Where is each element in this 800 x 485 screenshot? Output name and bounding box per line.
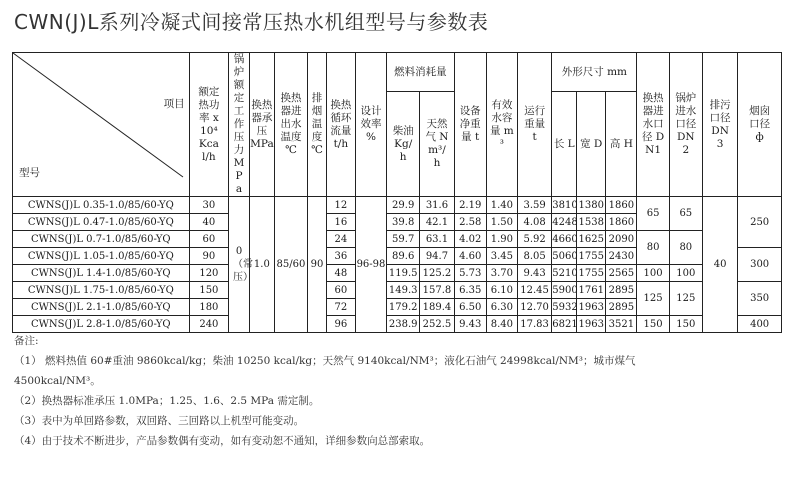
width-cell: 1761 [577,282,606,299]
col-hx-pressure: 换热器承压 MPa [249,53,274,197]
chimney-cell: 400 [738,316,782,333]
gas-cell: 63.1 [420,231,454,248]
water-cell: 3.70 [486,265,517,282]
notes-heading: 备注: [14,335,39,347]
col-diesel: 柴油 Kg/h [387,92,420,197]
diesel-cell: 179.2 [387,299,420,316]
gas-cell: 125.2 [420,265,454,282]
diesel-cell: 89.6 [387,248,420,265]
note-1-continued: 4500kcal/NM³。 [14,375,101,387]
run-weight-cell: 12.45 [517,282,551,299]
boiler-pressure-cell: 0（常压） [229,197,250,333]
chimney-cell: 250 [738,197,782,248]
col-length: 长 L [552,92,577,197]
net-weight-cell: 2.58 [454,214,486,231]
length-cell: 4660 [552,231,577,248]
length-cell: 3810 [552,197,577,214]
hx-inlet-cell: 80 [637,231,669,265]
height-cell: 2430 [606,248,637,265]
length-cell: 5060 [552,248,577,265]
hx-inlet-cell: 150 [637,316,669,333]
model-cell: CWNS(J)L 2.8-1.0/85/60-YQ [13,316,190,333]
corner-header [13,53,190,197]
length-cell: 4248 [552,214,577,231]
col-width: 宽 D [577,92,606,197]
col-hx-temp: 换热器进出水温度 ℃ [274,53,307,197]
length-cell: 5210 [552,265,577,282]
net-weight-cell: 5.73 [454,265,486,282]
table-row [13,231,782,248]
hx-pressure-cell: 1.0 [249,197,274,333]
col-drain: 排污口径 DN3 [702,53,737,197]
height-cell: 1860 [606,197,637,214]
diesel-cell: 149.3 [387,282,420,299]
run-weight-cell: 5.92 [517,231,551,248]
col-gas: 天然气 Nm³/h [420,92,454,197]
model-cell: CWNS(J)L 0.35-1.0/85/60-YQ [13,197,190,214]
boiler-inlet-cell: 150 [669,316,702,333]
run-weight-cell: 17.83 [517,316,551,333]
water-cell: 3.45 [486,248,517,265]
flow-cell: 72 [326,299,355,316]
col-water-capacity: 有效水容量 m³ [486,53,517,197]
note-4: （4）由于技术不断进步，产品参数偶有变动，如有变动恕不通知，详细参数向总部索取。 [14,435,431,447]
boiler-inlet-cell: 100 [669,265,702,282]
drain-cell: 40 [702,197,737,333]
power-cell: 60 [189,231,228,248]
height-cell: 2895 [606,282,637,299]
diesel-cell: 119.5 [387,265,420,282]
col-height: 高 H [606,92,637,197]
flow-cell: 12 [326,197,355,214]
power-cell: 240 [189,316,228,333]
width-cell: 1963 [577,299,606,316]
col-running-weight: 运行重量 t [517,53,551,197]
run-weight-cell: 4.08 [517,214,551,231]
net-weight-cell: 9.43 [454,316,486,333]
height-cell: 2565 [606,265,637,282]
height-cell: 2895 [606,299,637,316]
model-cell: CWNS(J)L 1.05-1.0/85/60-YQ [13,248,190,265]
flow-cell: 48 [326,265,355,282]
efficiency-cell: 96-98 [355,197,386,333]
flow-cell: 60 [326,282,355,299]
col-efficiency: 设计效率 % [355,53,386,197]
table-row [13,197,782,214]
power-cell: 120 [189,265,228,282]
width-cell: 1380 [577,197,606,214]
flow-cell: 96 [326,316,355,333]
note-1: （1） 燃料热值 60#重油 9860kcal/kg；柴油 10250 kcal/kg；天然气 9140kcal/NM³；液化石油气 24998kcal/NM³；城市煤气 [14,355,636,367]
length-cell: 5932 [552,299,577,316]
run-weight-cell: 12.70 [517,299,551,316]
water-cell: 6.10 [486,282,517,299]
model-cell: CWNS(J)L 1.75-1.0/85/60-YQ [13,282,190,299]
run-weight-cell: 3.59 [517,197,551,214]
hx-temp-cell: 85/60 [274,197,307,333]
col-boiler-inlet: 锅炉进水口径 DN2 [669,53,702,197]
height-cell: 2090 [606,231,637,248]
table-row [13,282,782,299]
note-3: （3）表中为单回路参数，双回路、三回路以上机型可能变动。 [14,415,305,427]
gas-cell: 157.8 [420,282,454,299]
parameter-table [12,52,782,333]
diesel-cell: 29.9 [387,197,420,214]
model-cell: CWNS(J)L 1.4-1.0/85/60-YQ [13,265,190,282]
water-cell: 6.30 [486,299,517,316]
col-power: 额定热功率 x10⁴ Kcal/h [189,53,228,197]
gas-cell: 31.6 [420,197,454,214]
hx-inlet-cell: 100 [637,265,669,282]
model-cell: CWNS(J)L 2.1-1.0/85/60-YQ [13,299,190,316]
height-cell: 3521 [606,316,637,333]
col-dims-group: 外形尺寸 mm [552,53,637,92]
flow-cell: 36 [326,248,355,265]
model-label: 型号 [19,167,40,179]
net-weight-cell: 6.35 [454,282,486,299]
note-2: （2）换热器标准承压 1.0MPa；1.25、1.6、2.5 MPa 需定制。 [14,395,320,407]
gas-cell: 189.4 [420,299,454,316]
boiler-inlet-cell: 125 [669,282,702,316]
power-cell: 180 [189,299,228,316]
water-cell: 1.40 [486,197,517,214]
table-row [13,316,782,333]
table-row [13,265,782,282]
width-cell: 1538 [577,214,606,231]
run-weight-cell: 8.05 [517,248,551,265]
flow-cell: 24 [326,231,355,248]
height-cell: 1860 [606,214,637,231]
diagonal-line [13,53,183,177]
width-cell: 1755 [577,248,606,265]
boiler-inlet-cell: 80 [669,231,702,265]
power-cell: 150 [189,282,228,299]
col-fuel-group: 燃料消耗量 [387,53,455,92]
col-hx-inlet: 换热器进水口径 DN1 [637,53,669,197]
flow-cell: 16 [326,214,355,231]
net-weight-cell: 4.60 [454,248,486,265]
model-cell: CWNS(J)L 0.47-1.0/85/60-YQ [13,214,190,231]
length-cell: 6821 [552,316,577,333]
gas-cell: 94.7 [420,248,454,265]
col-net-weight: 设备净重量 t [454,53,486,197]
col-chimney: 烟囱口径 ф [738,53,782,197]
water-cell: 1.90 [486,231,517,248]
net-weight-cell: 4.02 [454,231,486,248]
power-cell: 90 [189,248,228,265]
net-weight-cell: 6.50 [454,299,486,316]
width-cell: 1755 [577,265,606,282]
exhaust-cell: 90 [308,197,327,333]
gas-cell: 42.1 [420,214,454,231]
diesel-cell: 59.7 [387,231,420,248]
hx-inlet-cell: 65 [637,197,669,231]
diesel-cell: 238.9 [387,316,420,333]
project-label: 项目 [163,98,185,110]
page-title: CWN(J)L系列冷凝式间接常压热水机组型号与参数表 [14,10,489,34]
col-boiler-pressure: 锅炉额定工作压力 MPa [229,53,250,197]
diesel-cell: 39.8 [387,214,420,231]
hx-inlet-cell: 125 [637,282,669,316]
notes-section [14,331,636,451]
net-weight-cell: 2.19 [454,197,486,214]
power-cell: 40 [189,214,228,231]
water-cell: 8.40 [486,316,517,333]
gas-cell: 252.5 [420,316,454,333]
run-weight-cell: 9.43 [517,265,551,282]
model-cell: CWNS(J)L 0.7-1.0/85/60-YQ [13,231,190,248]
power-cell: 30 [189,197,228,214]
boiler-inlet-cell: 65 [669,197,702,231]
width-cell: 1625 [577,231,606,248]
chimney-cell: 300 [738,248,782,282]
col-flow: 换热循环流量 t/h [326,53,355,197]
length-cell: 5900 [552,282,577,299]
water-cell: 1.50 [486,214,517,231]
col-exhaust: 排烟温度 ℃ [308,53,327,197]
chimney-cell: 350 [738,282,782,316]
width-cell: 1963 [577,316,606,333]
